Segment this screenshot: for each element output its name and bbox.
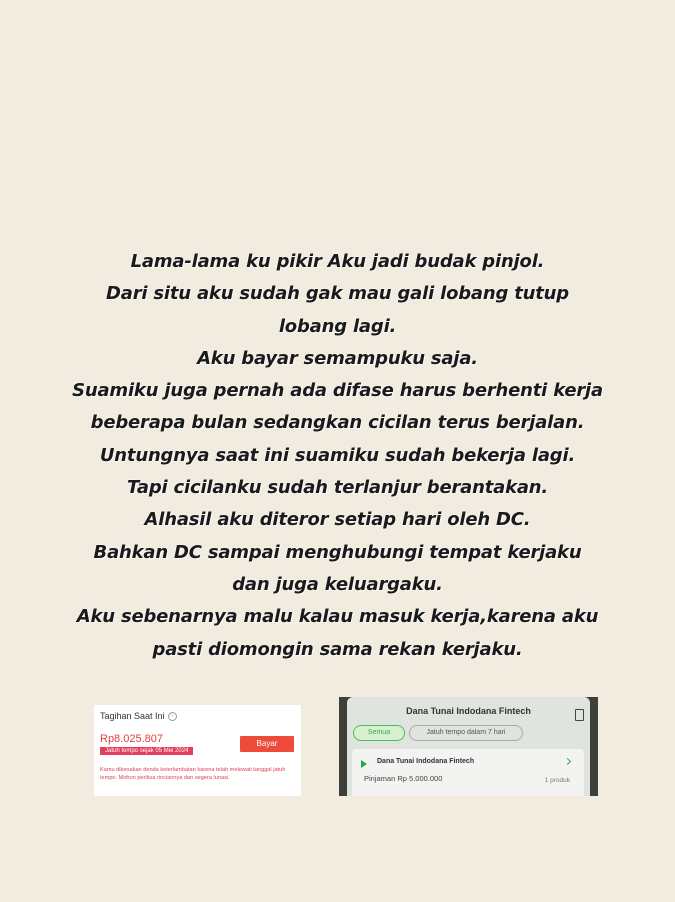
filter-chip-all[interactable]: Semua [353,725,405,741]
story-line: Bahkan DC sampai menghubungi tempat kerjaku [93,541,582,563]
story-line: Lama-lama ku pikir Aku jadi budak pinjol. [130,251,545,272]
pay-button[interactable]: Bayar [240,736,294,752]
story-line: Aku sebenarnya malu kalau masuk kerja,karena aku [76,606,599,628]
story-text [40,246,635,666]
app-screen [347,697,590,796]
story-line: pasti diomongin sama rekan kerjaku. [152,638,523,660]
bill-amount: Rp8.025.807 [100,733,163,745]
play-icon [361,760,367,768]
loan-amount: Pinjaman Rp 5.000.000 [364,774,443,783]
late-fee-note: Kamu dikenakan denda keterlambatan karena telah melewati tanggal jatuh tempo. Mohon periksa rinciannya dan segera lunasi. [100,767,286,781]
story-line: Dari situ aku sudah gak mau gali lobang tutup [106,283,569,305]
bill-screenshot [94,705,301,796]
story-line: Tapi cicilanku sudah terlanjur berantakan. [126,477,549,499]
due-badge: Jatuh tempo sejak 05 Mei 2024 [100,747,193,755]
bill-title-row [100,711,177,721]
app-screenshot [339,697,598,796]
document-icon[interactable] [575,709,584,721]
filter-chip-due-soon[interactable]: Jatuh tempo dalam 7 hari [409,725,523,741]
story-line: beberapa bulan sedangkan cicilan terus berjalan. [90,412,585,434]
bill-title: Tagihan Saat Ini [100,711,165,721]
loan-card[interactable] [352,749,584,796]
chevron-right-icon[interactable] [564,758,571,765]
story-line: Suamiku juga pernah ada difase harus berhenti kerja [72,380,603,402]
story-line: Alhasil aku diteror setiap hari oleh DC. [144,509,531,531]
story-line: Aku bayar semampuku saja. [197,347,478,369]
app-title: Dana Tunai Indodana Fintech [406,706,531,716]
story-line: dan juga keluargaku. [232,573,443,595]
story-line: lobang lagi. [278,315,397,337]
loan-name: Dana Tunai Indodana Fintech [377,758,475,765]
info-icon[interactable]: i [168,712,177,721]
story-line: Untungnya saat ini suamiku sudah bekerja lagi. [99,444,576,466]
product-count: 1 produk [544,777,570,784]
